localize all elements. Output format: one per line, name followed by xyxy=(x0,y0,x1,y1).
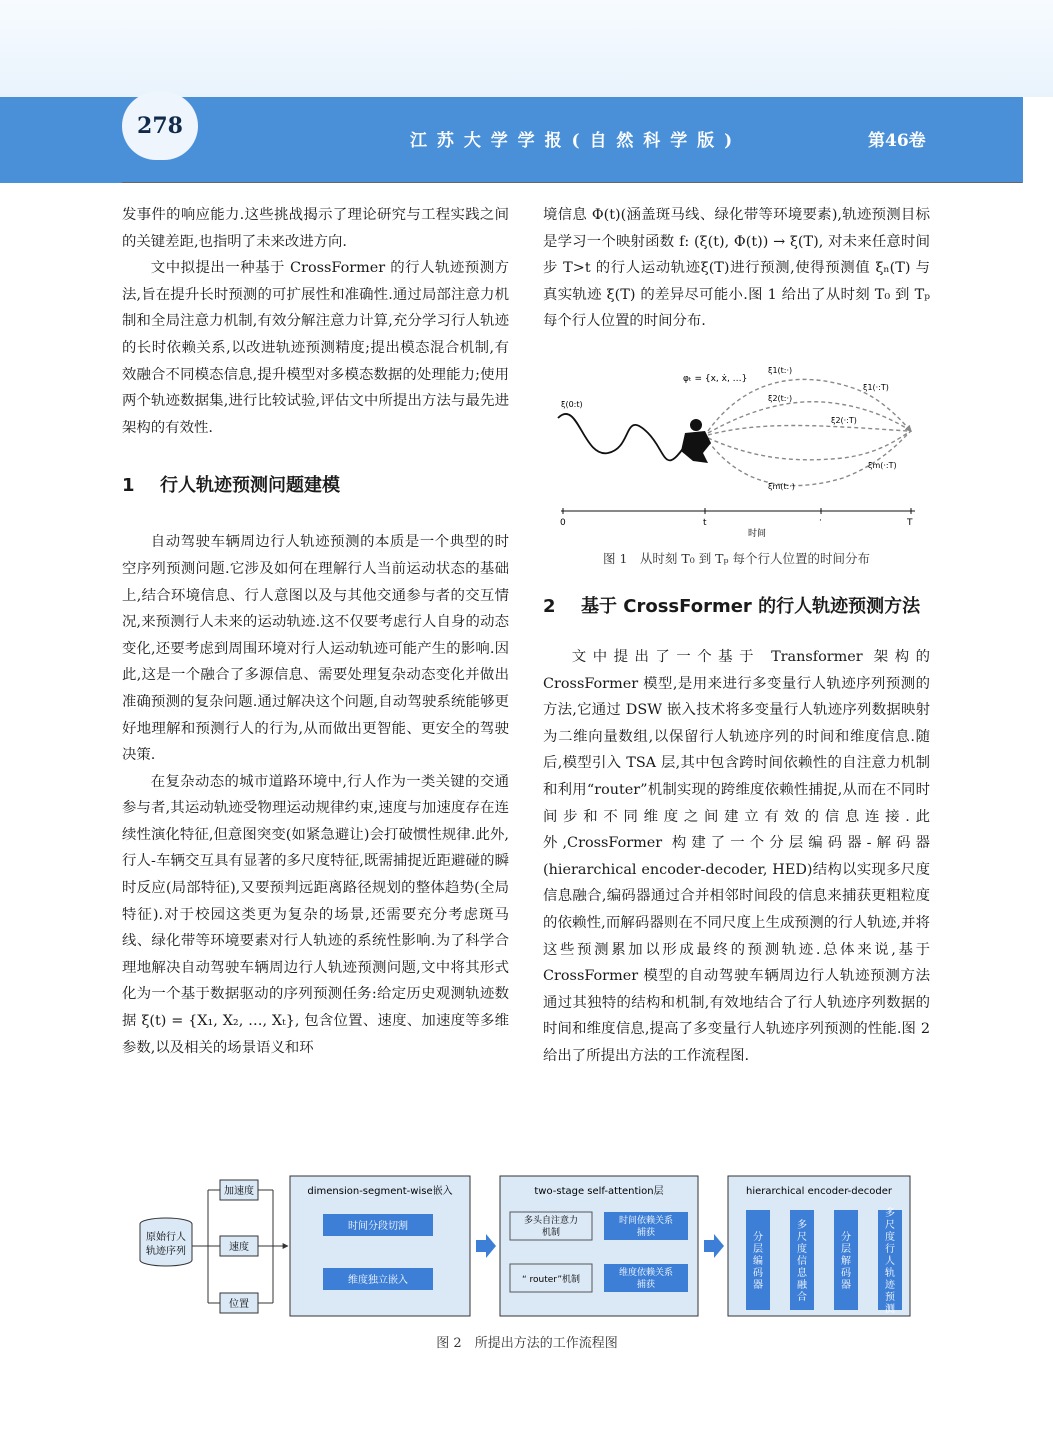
hed-label-char: 层 xyxy=(753,1244,763,1255)
future-trajectory xyxy=(708,425,911,435)
hed-label-char: 轨 xyxy=(885,1268,895,1279)
hed-label-char: 解 xyxy=(841,1256,851,1267)
section-heading xyxy=(543,592,930,622)
tsa-title: two-stage self-attention层 xyxy=(534,1186,664,1197)
hed-label-char: 人 xyxy=(885,1256,895,1267)
hed-title: hierarchical encoder-decoder xyxy=(745,1186,893,1197)
dsw-panel xyxy=(290,1176,470,1316)
hed-label-char: 分 xyxy=(753,1232,763,1243)
hed-label-char: 息 xyxy=(797,1268,807,1279)
flow-arrow xyxy=(476,1234,496,1258)
feature-label: 位置 xyxy=(229,1299,249,1310)
page-number: 278 xyxy=(122,92,198,160)
hed-label-char: 迹 xyxy=(885,1280,895,1291)
hed-label-char: 多 xyxy=(885,1208,895,1219)
pedestrian-icon xyxy=(681,419,711,463)
figure-1-caption: 图 1 从时刻 T₀ 到 Tₚ 每个行人位置的时间分布 xyxy=(602,551,870,566)
paragraph: 文中提出了一个基于 Transformer 架构的 CrossFormer 模型,是用来进行多变量行人轨迹序列预测的方法,它通过 DSW 嵌入技术将多变量行人轨迹序列数据映射为二维向量数组,以保留行人轨迹序列的时间和维度信息.随后,模型引入 TSA 层,其中包含跨时间依赖性的自注意力机制和利用“router”机制实现的跨维度依赖性捕捉,从而在不同时间步和不同维度之间建立有效的信息连接.此外,CrossFormer 构建了一个分层编码器-解码器(hierarchical encoder-decoder, HED)结构以实现多尺度信息融合,编码器通过合并相邻时间段的信息来捕获更粗粒度的依赖性,而解码器则在不同尺度上生成预测的行人轨迹,并将这些预测累加以形成最终的预测轨迹.总体来说,基于 CrossFormer 模型的自动驾驶车辆周边行人轨迹预测方法通过其独特的结构和机制,有效地结合了行人轨迹序列数据的时间和维度信息,提高了多变量行人轨迹序列预测的性能.图 2 给出了所提出方法的工作流程图. xyxy=(543,649,930,1064)
header-background xyxy=(0,0,1053,97)
paragraph: 在复杂动态的城市道路环境中,行人作为一类关键的交通参与者,其运动轨迹受物理运动规律约束,速度与加速度存在连续性演化特征,但意图突变(如紧急避让)会打破惯性规律.此外,行人-车辆交互具有显著的多尺度特征,既需捕捉近距避碰的瞬时反应(局部特征),又要预判远距离路径规划的整体趋势(全局特征).对于校园这类更为复杂的场景,还需要充分考虑斑马线、绿化带等环境要素对行人轨迹的系统性影响.为了科学合理地解决自动驾驶车辆周边行人轨迹预测问题,文中将其形式化为一个基于数据驱动的序列预测任务:给定历史观测轨迹数据 ξ(t) = {X₁, X₂, …, Xₜ}, 包含位置、速度、加速度等多维参数,以及相关的场景语义和环 xyxy=(122,773,509,1056)
hed-label-char: 行 xyxy=(885,1244,895,1255)
hed-label-char: 合 xyxy=(797,1292,807,1303)
paragraph: 发事件的响应能力.这些挑战揭示了理论研究与工程实践之间的关键差距,也指明了未来改进方向. xyxy=(122,207,509,250)
dsw-item: 维度独立嵌入 xyxy=(348,1275,408,1286)
svg-text:维度依赖关系: 维度依赖关系 xyxy=(618,1268,674,1278)
hed-label-char: 度 xyxy=(885,1232,895,1243)
dsw-item: 时间分段切割 xyxy=(348,1221,408,1232)
hed-label-char: 码 xyxy=(841,1268,851,1279)
history-label: ξ(0:t) xyxy=(561,400,583,409)
traj-label: ξ2(·:T) xyxy=(831,416,857,425)
paragraph: 境信息 Φ(t)(涵盖斑马线、绿化带等环境要素),轨迹预测目标是学习一个映射函数 f: (ξ(t), Φ(t)) → ξ(T), 对未来任意时间步 T>t 的行人运动轨迹ξ(T)进行预测,使得预测值 ξₙ(T) 与真实轨迹 ξ(T) 的差异尽可能小.图 1 给出了从时刻 T₀ 到 Tₚ 每个行人位置的时间分布. xyxy=(543,207,930,330)
section-title: 行人轨迹预测问题建模 xyxy=(160,475,340,497)
axis-tick-label: 0 xyxy=(560,518,566,528)
paragraph: 自动驾驶车辆周边行人轨迹预测的本质是一个典型的时空序列预测问题.它涉及如何在理解行人当前运动状态的基础上,结合环境信息、行人意图以及与其他交通参与者的交互情况,来预测行人未来的运动轨迹.这不仅要考虑行人自身的动态变化,还要考虑到周围环境对行人运动轨迹可能产生的影响.因此,这是一个融合了多源信息、需要处理复杂动态变化并做出准确预测的复杂问题.通过解决这个问题,自动驾驶系统能够更好地理解和预测行人的行为,从而做出更智能、更安全的驾驶决策. xyxy=(122,534,509,764)
history-trajectory xyxy=(558,414,693,460)
hed-label-char: 编 xyxy=(753,1256,763,1267)
hed-label-char: 测 xyxy=(885,1304,895,1315)
traj-label: ξm(·:T) xyxy=(868,461,897,470)
section-number: 2 xyxy=(543,596,556,617)
hed-label-char: 度 xyxy=(797,1244,807,1255)
axis-title: 时间 xyxy=(748,529,767,539)
traj-label: ξm(t:·) xyxy=(768,482,795,491)
figure-1 xyxy=(553,363,928,539)
hed-label-char: 信 xyxy=(797,1256,807,1267)
hed-label-char: 尺 xyxy=(797,1232,807,1243)
axis-tick-label: T xyxy=(907,518,913,528)
hed-label-char: 器 xyxy=(753,1280,763,1291)
journal-name: 江 苏 大 学 学 报 ( 自 然 科 学 版 ) xyxy=(410,131,735,151)
traj-label: ξ1(·:T) xyxy=(863,383,889,392)
hed-label-char: 预 xyxy=(885,1292,895,1303)
left-column xyxy=(122,202,509,1061)
svg-text:捕获: 捕获 xyxy=(636,1228,656,1238)
volume-label: 第46卷 xyxy=(868,131,926,151)
tsa-panel xyxy=(500,1176,698,1316)
section-heading xyxy=(122,471,509,501)
axis-tick-label: t xyxy=(703,518,707,528)
header-rule xyxy=(122,182,1022,183)
future-trajectory xyxy=(708,431,911,460)
hed-label-char: 融 xyxy=(797,1280,807,1291)
hed-label-char: 码 xyxy=(753,1268,763,1279)
feature-label: 速度 xyxy=(229,1242,249,1253)
traj-label: ξ1(t:·) xyxy=(768,366,793,375)
tsa-item: “ router”机制 xyxy=(521,1275,581,1285)
input-label: 原始行人 xyxy=(146,1232,186,1243)
phi-label: φₜ = {x, ẋ, …} xyxy=(683,374,748,384)
flow-arrow xyxy=(704,1234,724,1258)
hed-label-char: 器 xyxy=(841,1280,851,1291)
svg-text:捕获: 捕获 xyxy=(636,1280,656,1290)
hed-label-char: 分 xyxy=(841,1232,851,1243)
hed-label-char: 尺 xyxy=(885,1220,895,1231)
right-column xyxy=(543,202,930,335)
right-column-lower xyxy=(543,592,930,1070)
svg-text:多头自注意力: 多头自注意力 xyxy=(523,1216,579,1226)
section-number: 1 xyxy=(122,475,135,497)
svg-text:时间依赖关系: 时间依赖关系 xyxy=(618,1216,674,1226)
dsw-title: dimension-segment-wise嵌入 xyxy=(307,1186,453,1197)
svg-text:轨迹序列: 轨迹序列 xyxy=(146,1246,186,1257)
figure-2-caption: 图 2 所提出方法的工作流程图 xyxy=(436,1336,618,1351)
feature-label: 加速度 xyxy=(224,1186,254,1197)
hed-label-char: 层 xyxy=(841,1244,851,1255)
traj-label: ξ2(t:·) xyxy=(768,394,793,403)
section-title: 基于 CrossFormer 的行人轨迹预测方法 xyxy=(581,596,921,617)
axis-tick-label: · xyxy=(819,516,822,526)
hed-label-char: 多 xyxy=(797,1220,807,1231)
figure-2 xyxy=(138,1172,918,1320)
svg-text:机制: 机制 xyxy=(541,1228,561,1238)
paragraph: 文中拟提出一种基于 CrossFormer 的行人轨迹预测方法,旨在提升长时预测的可扩展性和准确性.通过局部注意力机制和全局注意力机制,有效分解注意力计算,充分学习行人轨迹的长时依赖关系,以改进轨迹预测精度;提出模态混合机制,有效融合不同模态信息,提升模型对多模态数据的处理能力;使用两个轨迹数据集,进行比较试验,评估文中所提出方法与最先进架构的有效性. xyxy=(122,260,509,436)
future-trajectory xyxy=(708,431,911,486)
